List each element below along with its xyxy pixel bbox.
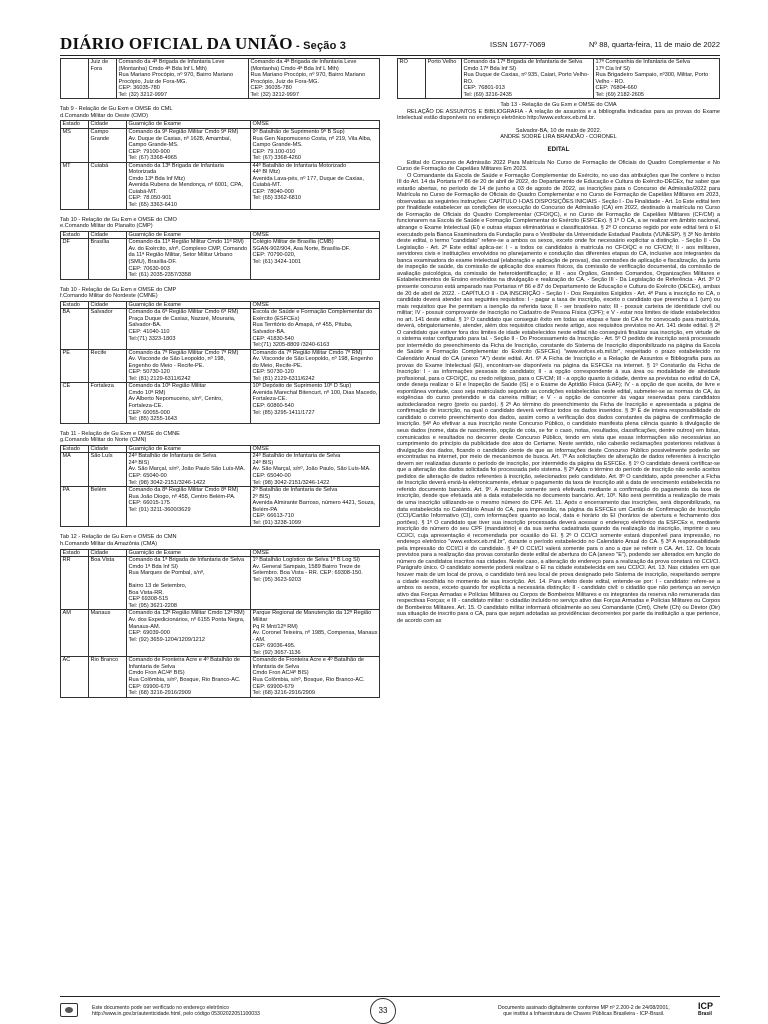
table-cmne [60,301,380,424]
signature-notice: Documento assinado digitalmente conforme MP nº 2.200-2 de 24/08/2001, [498,1005,670,1011]
cell: Belém [89,487,127,527]
date-line: Salvador-BA, 10 de maio de 2022. [515,127,602,134]
icp-brasil-logo: ICP Brasil [698,1001,714,1017]
cell: Comando da 6ª Região Militar Cmdo 6ª RM) Praça Duque de Caxias, Nazaré, Mouraria, Salvador-BA. CEP: 41040-110 Tel:(71) 3323-1803 [127,309,251,349]
column-header: Estado [61,121,89,129]
cell: Escola de Saúde e Formação Complementar do Exército (ESFCEx) Rua Território do Amapá, nº 455, Pituba, Salvador-BA. CEP: 41830-540 Tel:(71) 3205-8809 /3240-6163 [251,309,380,349]
column-header: Cidade [89,301,127,309]
column-header: OMSE [251,231,380,239]
signature: ANDRÉ SODRÉ LIRA BRANDÃO - CORONEL [500,134,617,141]
cell: Comando da 12ª Região Militar Cmdo 12ª RM) Av. dos Expedicionários, nº 6155 Ponta Negra, Manaus-AM. CEP: 69039-000 Tel: (92) 3659-1204/1209/1212 [127,610,251,657]
newspaper-title: DIÁRIO OFICIAL DA UNIÃO - Seção 3 [60,34,347,53]
footer-right [498,1005,670,1017]
table-cmn [60,445,380,528]
cell: MS [61,129,89,163]
section-label: - Seção 3 [292,40,347,52]
table-header-row [61,445,380,453]
table-cma [60,549,380,698]
verification-link[interactable]: http://www.in.gov.br/autenticidade.html, pelo código 05302022051100033 [92,1011,260,1018]
table-row [61,349,380,383]
cell: Campo Grande [89,129,127,163]
column-header: Guarnição de Exame [127,231,251,239]
cell: Colégio Militar de Brasília (CMB) SGAN-902/904, Asa Norte, Brasília-DF. CEP: 70790-020, Tel: (61) 3424-1001 [251,239,380,279]
table-row [61,383,380,423]
cell: Porto Velho [426,59,462,99]
paragraph: Edital do Concurso de Admissão 2022 Para Matrícula No Curso de Formação de Oficiais do Quadro Complementar e No Curso de Formação de Capelães Militares Em 2023. [397,159,720,173]
table-row [61,557,380,610]
left-column [60,58,380,698]
cell: Comando de Fronteira Acre e 4º Batalhão de Infantaria de Selva Cmdo Fron AC/4º BIS) Rua Colômbia, s/nº, Bosque, Rio Branco-AC. CEP: 69900-679 Tel: (68) 3216-2916/2909 [251,657,380,697]
table-header-row [61,121,380,129]
table-header-row [61,231,380,239]
table-cmp [60,231,380,280]
table-continuation-right [397,58,720,99]
column-header: OMSE [251,445,380,453]
column-header: Cidade [89,549,127,557]
cell: 9º Batalhão de Suprimento 9º B Sup) Rua Gen Napomuceno Costa, nº 219, Vila Alba, Campo Grande-MS. CEP: 79.100-010 Tel: (67) 3368-4260 [251,129,380,163]
column-header: Estado [61,301,89,309]
column-header: Cidade [89,231,127,239]
column-header: OMSE [251,301,380,309]
table-row [61,59,380,99]
cell: Comando da 9ª Região Militar Cmdo 9ª RM) Av. Duque de Caxias, nº 1628, Amambaí, Campo Grande-MS. CEP: 79100-900 Tel: (67) 3368-4965 [127,129,251,163]
coat-of-arms-icon [60,1003,78,1017]
cell: Rio Branco [89,657,127,697]
cell: Comando da 10ª Região Militar Cmdo 10ª RM) Av Alberto Nepomuceno, s/nº, Centro, Fortaleza-CE. CEP: 60055-000 Tel: (85) 3255-1643 [127,383,251,423]
cell: Comando da 4ª Brigada de Infantaria Leve (Montanha) Cmdo 4ª Bda Inf L Mth) Rua Mariano Procópio, nº 970, Bairro Mariano Procópio, Juiz de Fora-MG. CEP: 36035-780 Tel: (32) 3212-9997 [117,59,249,99]
cell: 2º Batalhão de Infantaria de Selva 2º BIS) Avenida Almirante Barroso, número 4421, Souza, Belém-PA CEP: 66613-710 Tel: (91) 3238-1099 [251,487,380,527]
cell: Cuiabá [89,162,127,209]
cell: Comando da 4ª Brigada de Infantaria Leve (Montanha) Cmdo 4ª Bda Inf L Mth) Rua Mariano Procópio, nº 970, Bairro Mariano Procópio, Juiz de Fora-MG. CEP: 36035-780 Tel: (32) 3212-9997 [249,59,380,99]
page-number: 33 [370,998,396,1024]
cell: Comando da 7ª Região Militar Cmdo 7ª RM) Av. Visconde de São Leopoldo, nº 198, Engenho do Meio, Recife-PE. CEP: 50730-120 Tel: (81) 2129-6311/6242 [251,349,380,383]
table-row [61,309,380,349]
cell: 17ª Companhia de Infantaria de Selva 17ª Cia Inf Sl) Rua Brigadeiro Sampaio, nº300, Militar, Porto Velho - RO. CEP: 76804-660 Tel: (69) 2182-2605 [594,59,720,99]
table-row [61,610,380,657]
table-row [61,657,380,697]
cell: Salvador [89,309,127,349]
table-header-row [61,301,380,309]
table-row [61,453,380,487]
cell: Fortaleza [89,383,127,423]
cell: AC [61,657,89,697]
cell: Comando da 11ª Região Militar Cmdo 11ª RM) Av. do Exército, s/nº, Complexo CMP, Comando da 11ª Região Militar, Setor Militar Urbano (SMU), Brasília-DF. CEP: 70630-903 Tel: (61) 2035-2357/3358 [127,239,251,279]
table-caption: Tab 10 - Relação de Gu Exm e OMSE do CMP f.Comando Militar do Nordeste (CMNE) [60,286,177,300]
table-row [61,239,380,279]
table-caption: Tab 12 - Relação de Gu Exm e OMSE do CMN h.Comando Militar da Amazônia (CMA) [60,534,177,547]
cell: Boa Vista [89,557,127,610]
column-header: Estado [61,445,89,453]
table-caption: Tab 9 - Relação de Gu Exm e OMSE do CML d.Comando Militar do Oeste (CMO) [60,106,173,119]
cell: DF [61,239,89,279]
cell: Comando da 17ª Brigada de Infantaria de Selva Cmdo 17ª Bda Inf Sl) Rua Duque de Caxias, nº 935, Caiari, Porto Velho-RO. CEP: 76801-913 Tel: (69) 3216-2435 [462,59,594,99]
column-header: Cidade [89,445,127,453]
cell: PA [61,487,89,527]
cell: RR [61,557,89,610]
column-header: Estado [61,231,89,239]
cell: 10º Depósito de Suprimento 10º D Sup) Avenida Marechal Bitencurt, nº 100, Dias Macedo, Fortaleza-CE. CEP: 60860-540 Tel: (85) 3295-1411/1727 [251,383,380,423]
column-header: Cidade [89,121,127,129]
table-caption: Tab 11 - Relação de Gu Exm e OMSE do CMNE g.Comando Militar do Norte (CMN) [60,430,180,444]
cell: PE [61,349,89,383]
cell: 24º Batalhão de Infantaria de Selva 24º BIS) Av. São Marçal, s/nº, João Paulo, São Luís-MA. CEP: 65040-00 Tel: (98) 3042-2151/3246-1422 [251,453,380,487]
cell: 44º Batalhão de Infantaria Motorizado 44º BI Mtz) Avenida Lava-pés, nº 177, Duque de Caxias, Cuiabá-MT. CEP: 78040-000 Tel: (65) 3362-6810 [251,162,380,209]
table-caption: Tab 13 - Relação de Gu Exm e OMSE do CMA [500,102,617,109]
table-continuation-left [60,58,380,99]
issue-number: Nº 88, quarta-feira, 11 de maio de 2022 [588,40,720,49]
cell: MA [61,453,89,487]
cell: São Luís [89,453,127,487]
cell: Recife [89,349,127,383]
signature-notice: que institui a Infraestrutura de Chaves Públicas Brasileira - ICP-Brasil. [503,1011,665,1018]
cell [61,59,89,99]
footer-rule [60,996,720,997]
cell: MT [61,162,89,209]
cell: Comando da 13ª Brigada de Infantaria Motorizada Cmdo 13ª Bda Inf Mtz) Avenida Rubens de Mendonça, nº 6001, CPA, Cuiabá-MT. CEP: 78.050-901 Tel: (65) 3363-6410 [127,162,251,209]
issn-label: ISSN 1677-7069 [490,40,546,49]
page-header [60,34,720,54]
header-rule [60,55,720,56]
column-header: Guarnição de Exame [127,549,251,557]
table-caption: Tab 10 - Relação de Gu Exm e OMSE do CMO e.Comando Militar do Planalto (CMP) [60,216,177,230]
cell: Manaus [89,610,127,657]
table-cmo [60,120,380,209]
paragraph: O Comandante da Escola de Saúde e Formação Complementar do Exército, no uso das atribuições que lhe confere o inciso III do Art. 14 da Portaria nº 86 de 20 de abril de 2022, do Departamento de Educação e Cultura do Exército-DECEx, faz saber que estarão abertas, no período de 14 de junho a 03 de agosto de 2022, as inscrições para o Concurso de Admissão/2022 para Matrícula no Curso de Formação de Oficiais do Quadro Complementar e no Curso de Formação de Capelães Militares em 2023, observadas as seguintes instruções: CAPÍTULO I-DAS DISPOSIÇÕES INICIAIS - Seção I - Da Finalidade - Art. 1o Este edital tem por finalidade estabelecer as condições de execução do Concurso de Admissão (CA) em 2022, destinado à matrícula no Curso de Formação de Oficiais do Quadro Complementar (CFO/QC), e no Curso de Formação de Capelães Militares (CF/CM) a funcionarem na Escola de Saúde e Formação Complementar do Exército (ESFCEx). § 1º O CA, a se realizar em âmbito nacional, abrange o Exame Intelectual (EI) e outras etapas eliminatórias e classificatórias. § 2º O concurso regido por este edital terá o EI executado pela Banca Examinadora da Fundação para o Vestibular da Universidade Estadual Paulista (VUNESP). § 3º No âmbito deste edital, o termo "candidato" refere-se a ambos os sexos, exceto onde for necessário explicitar a distinção. - Seção II - Da Legislação - Art. 2º Este edital aplica-se: I - a todos os candidatos à matrícula no CFO/QC e no CF/CM; II - aos militares, servidores civis e instituições envolvidos no planejamento e condução das diferentes etapas do CA, inclusive aos integrantes da banca examinadora do exame intelectual (elaboração e aplicação de provas), das comissões de aplicação e fiscalização, da junta de inspeção de saúde, da comissão de aplicação dos exames físicos, da comissão de verificação documental, da comissão de avaliação psicológica, da comissão de heteroidentificação; e III - aos Órgãos, Grandes Comandos, Organizações Militares e Estabelecimentos de Ensino envolvidos na divulgação e realização do CA. - Seção III - Da Legislação de Referência - Art. 3º O presente concurso está amparado nas Portarias nº 86 e 87 do Departamento de Educação e Cultura do Exército (DECEx), ambas de 20 de abril de 2022. - CAPÍTULO II - DA INSCRIÇÃO - Seção I - Dos Requisitos Exigidos - Art. 4º Para a inscrição no CA, o candidato deverá atender aos seguintes requisitos: I - pagar a taxa de inscrição, exceto o candidato que preencha a 1 (um) ou mais requisitos que lhe permitam a isenção da referida taxa; II - ser brasileiro nato; III - possuir carteira de identidade civil ou militar; IV - possuir comprovante de inscrição no Cadastro de Pessoa Física (CPF); e V - estar nos limites de idade estabelecidos no art. 141 deste edital. § 1º O candidato que conseguir êxito em todas as etapas e fase do CA e for convocado para matrícula, deverá, obrigatoriamente, atender, além dos requisitos citados neste artigo, aos requisitos previstos no Art. 141 deste edital. § 2º O candidato que estiver fora dos limites de idade estabelecidos neste edital não conseguirá finalizar sua inscrição, em virtude de o sistema estar configurado para tal. - Seção II - Do Processamento da Inscrição - Art. 5º O pedido de inscrição será processado por intermédio do preenchimento da Ficha de Inscrição, constante do Sistema de Inscrição disponibilizado na página da Escola de Saúde e Formação Complementar do Exército (ESFCEx) "www.esfcex.eb.mil.br", respeitado o prazo estabelecido no Calendário Anual do CA (anexo "A") deste edital. Art. 6º A Ficha de Inscrição e a Relação de Assuntos e Bibliografia para as provas do Exame Intelectual (EI), encontram-se disponíveis na página da ESFCEx na internet. § 1º Constarão da Ficha de Inscrição: I - as informações pessoais do candidato; II - a opção correspondente à sua área ou modalidade de atividade profissional, para o CFO/QC, ou credo religioso, para o CF/CM; III - a opção quanto à cidade, dentre as previstas no edital do CA, onde deseja realizar o EI e Inspeção de Saúde (IS) e o Exame de Aptidão Física (EAF); IV - a opção de que aceita, de livre e espontânea vontade, caso seja matriculado segundo as condições estabelecidas neste edital, submeter-se as normas do CA, às exigências do curso pretendido e da carreira militar; e V - a opção de concorrer às vagas reservadas para candidatos autodeclarados negro (preto ou pardo). § 2º Ao término do preenchimento da Ficha de Inscrição e apresentada a página de confirmação de inscrição, na qual o candidato deverá verificar todos os dados inseridos. § 3º É de inteira responsabilidade do candidato o correto preenchimento dos dados, assim como a verificação dos dados constantes da página de confirmação de inscrição. §4º Ao efetivar a sua inscrição neste Concurso Público, o candidato manifesta plena ciência quanto à divulgação de seus dados (nome, data de nascimento, opção de cota, se for o caso, notas, resultados, classificações, dentre outros) em listas, comunicados e resultados no decorrer deste Concurso Público, tendo em vista que essas informações são necessárias ao cumprimento do princípio da publicidade dos atos do Certame. Neste sentido, não caberão reclamações posteriores relativas à divulgação dos dados, ficando o candidato ciente de que as informações deste Concurso Público possivelmente poderão ser encontradas na internet, por meio de mecanismos de busca. Art. 7º As solicitações de alteração de dados referentes à inscrição devem ser realizadas durante o período de inscrição, por intermédio da página da ESFCEx. § 1º O candidato deverá certificar-se que a alteração dos dados solicitada foi processada pelo sistema. § 2º Após o término do período de inscrição não serão aceitos pedidos de alteração de dados referentes à inscrição, selecionados pelo candidato. Art. 8º O candidato, após preencher a Ficha de Inscrição deverá enviá-la eletronicamente, efetuar o pagamento da taxa de inscrição até a data de vencimento estabelecida no referido documento bancário. Art. 9º. A inscrição somente será efetivada mediante a confirmação do pagamento da taxa de inscrição, desde que efetuada até a data estabelecida no documento bancário. Art. 10º. Não será permitida a realização de mais de uma inscrição utilizando-se o mesmo número do CPF. Art. 11. Após o encerramento das inscrições, será disponibilizado, na data estabelecida no Calendário Anual do CA, para impressão, na página da ESFCEx um Cartão de Confirmação de Inscrição (CCI)/Cartão Informativo (CI), com informações quanto ao local, data e horário do EI (horários de abertura e fechamento dos portões). § 1º O candidato que tiver sua inscrição processada deverá acessar o endereço eletrônico da ESFCEx e, mediante inscrição do número do seu CPF (mandatório) e da sua senha cadastrada quando da realização da inscrição, imprimir o seu CCI/CI, cuja apresentação é recomendada por ocasião do EI. § 2º O CCI/CI somente estará disponível para impressão, no endereço eletrônico "www.esfcex.eb.mil.br", durante o período estabelecido no Calendário Anual do CA. § 3º A responsabilidade pela impressão do CCI/CI é do candidato. § 4º O CCI/CI valerá somente para o ano a que se referir o CA. Art. 12. Os locais previstos para a realização das provas constarão deste edital de abertura do CA (anexo "E"), podendo ser alterados em função do número de candidatos inscritos nas cidades. Neste caso, a alteração do endereço para a realização da prova constará no CCI/CI. Parágrafo único. O candidato somente poderá realizar o EI na cidade estabelecida em seu CCI/CI. Art. 13. Nas cidades em que houver mais de um local de prova, o candidato terá seu local de prova designado pelo Sistema de inscrição, respeitando sempre a cidade escolhida no momento de sua inscrição. Art. 14. Para efeito deste edital, entende-se por: I - candidato: refere-se a ambos os sexos, exceto quando for explícita a necessária distinção; II - candidato civil: o cidadão que não pertença ao serviço ativo das Forças Armadas e Polícias Militares ou Corpos de Bombeiros Militares e os integrantes da reserva não remunerada das respectivas Forças; e III - candidato militar: o cidadão incluído no serviço ativo das Forças Armadas e Polícias Militares ou Corpos de Bombeiros Militares. Art. 15. O candidato militar informará oficialmente ao seu Comandante (Cmt), Chefe (Ch) ou Diretor (Dir) sua situação de inscrito para o CA, para que sejam adotadas as providências decorrentes por parte da instituição a que pertence, de acordo com as [397,172,720,624]
cell: AM [61,610,89,657]
column-header: Guarnição de Exame [127,445,251,453]
cell: 24º Batalhão de Infantaria de Selva 24º BIS) Av. São Marçal, s/nº, João Paulo São Luís-MA. CEP: 65040-00 Tel: (98) 3042-2151/3246-1422 [127,453,251,487]
column-header: OMSE [251,549,380,557]
column-header: Guarnição de Exame [127,121,251,129]
table-row [61,487,380,527]
column-header: OMSE [251,121,380,129]
table-row [61,129,380,163]
cell: CE [61,383,89,423]
cell: Comando da 1ª Brigada de Infantaria de Selva Cmdo 1ª Bda Inf Sl) Rua Marques de Pombal, s/nº, Bairro 13 de Setembro, Boa Vista-RR. CEP 69308-515 Tel: (95) 3621-2208 [127,557,251,610]
cell: Brasília [89,239,127,279]
cell: BA [61,309,89,349]
verification-text: Este documento pode ser verificado no endereço eletrônico [92,1005,229,1011]
table-row [61,162,380,209]
cell: Comando de Fronteira Acre e 4º Batalhão de Infantaria de Selva Cmdo Fron AC/4º BIS) Rua Colômbia, s/nº, Bosque, Rio Branco-AC. CEP: 69900-679 Tel: (68) 3216-2916/2909 [127,657,251,697]
edital-title: EDITAL [547,146,570,154]
cell: 1º Batalhão Logístico de Selva 1º B Log Sl) Av. General Sampaio, 1589 Bairro Treze de Setembro. Boa Vista - RR. CEP: 69308-150. Tel: (95) 3623-9203 [251,557,380,610]
cell: RO [398,59,426,99]
cell: Comando da 8ª Região Militar Cmdo 8ª RM) Rua João Diogo, nº 458, Centro Belém-PA. CEP: 66015-175 Tel: (91) 3211-3600/3629 [127,487,251,527]
paragraph: RELAÇÃO DE ASSUNTOS E BIBLIOGRAFIA - A relação de assuntos e a bibliografia indicadas para as provas do Exame Intelectual estão disponíveis no endereço eletrônico http://www.esfcex.eb.mil.br. [397,108,720,122]
footer-left [92,1005,260,1017]
cell: Comando da 7ª Região Militar Cmdo 7ª RM) Av. Visconde de São Leopoldo, nº 198, Engenho do Meio - Recife-PE. CEP: 50730-120 Tel: (81) 2129-6311/6242 [127,349,251,383]
column-header: Guarnição de Exame [127,301,251,309]
table-header-row [61,549,380,557]
cell: Juiz de Fora [89,59,117,99]
column-header: Estado [61,549,89,557]
table-row [398,59,720,99]
cell: Parque Regional de Manutenção da 12ª Região Militar Pq R Mnt/12ª RM) Av. Coronel Teixeira, nº 1985, Compensa, Manaus - AM. CEP: 69036-495. Tel: (92) 3657-1136 [251,610,380,657]
right-column [397,58,720,963]
